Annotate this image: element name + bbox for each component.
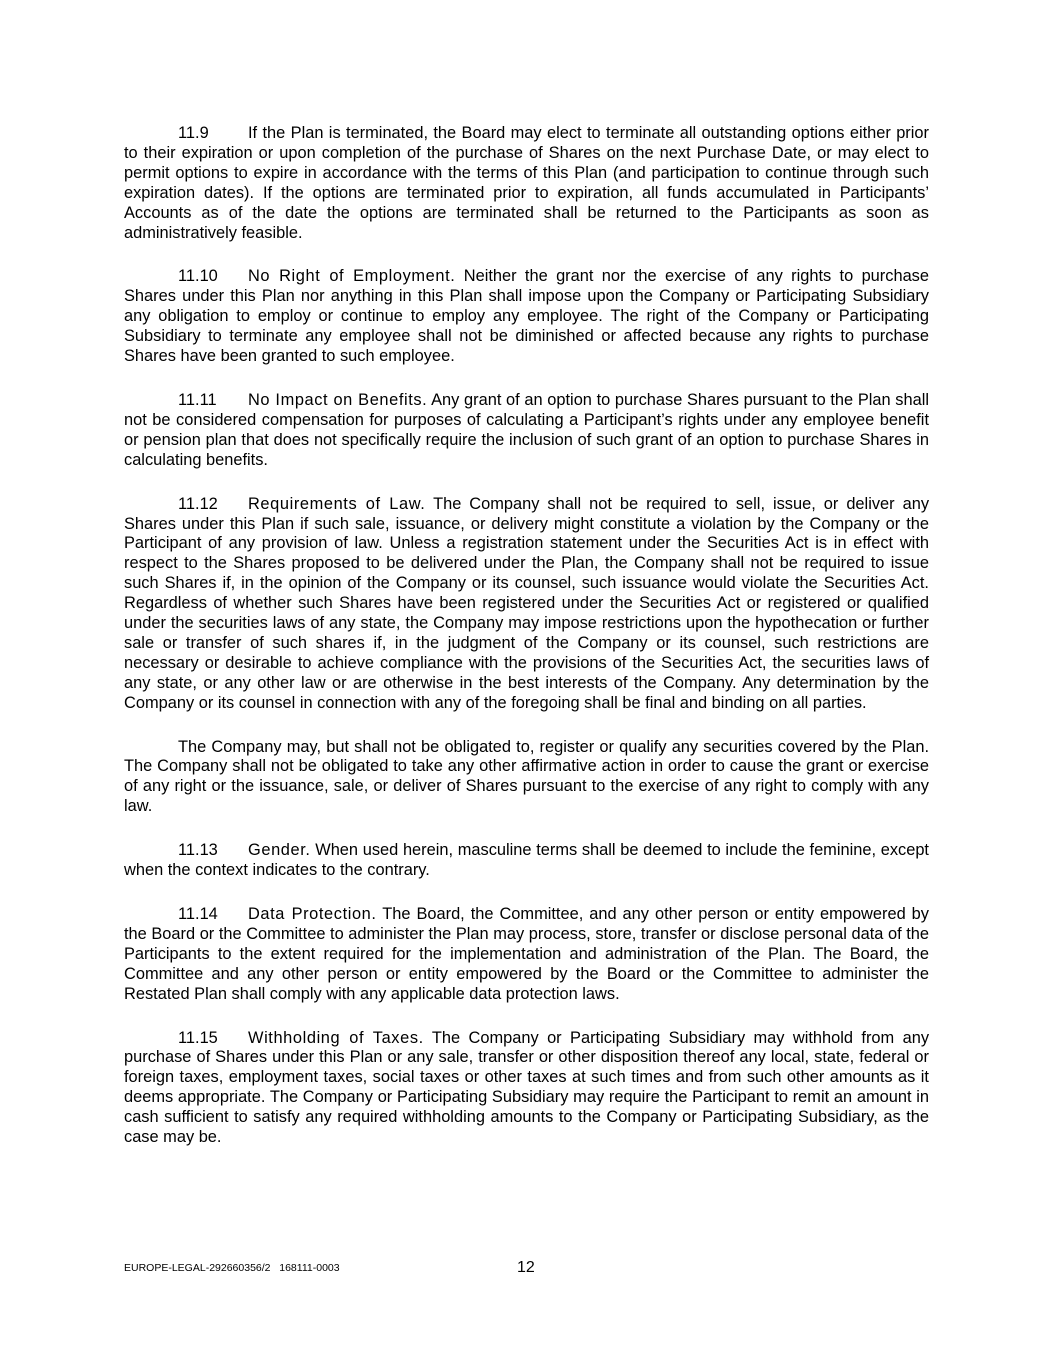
- section-11-11: [124, 391, 929, 471]
- section-text: If the Plan is terminated, the Board may elect to terminate all outstanding options either prior to their expiration or upon completion of the purchase of Shares on the next Purchase Date, or may elect to permit options to expire in accordance with the terms of this Plan (and participation to continue through such expiration dates). If the options are terminated prior to expiration, all funds accumulated in Participants’ Accounts as of the date the options are terminated shall be returned to the Participants as soon as administratively feasible.: [124, 124, 929, 242]
- section-text: Any grant of an option to purchase Shares pursuant to the Plan shall not be considered compensation for purposes of calculating a Participant’s rights under any employee benefit or pension plan that does not specifically require the inclusion of such grant of an option to purchase Shares in calculating benefits.: [124, 390, 930, 469]
- section-title: No Impact on Benefits.: [248, 390, 428, 409]
- section-title: Withholding of Taxes.: [248, 1028, 424, 1047]
- section-title: Data Protection.: [248, 905, 377, 923]
- section-11-9: [124, 124, 929, 243]
- section-number: 11.12: [178, 494, 218, 513]
- section-text: Neither the grant nor the exercise of any rights to purchase Shares under this Plan nor anything in this Plan shall impose upon the Company or Participating Subsidiary any obligation to employ or continue to employ any employee. The right of the Company or Participating Subsidiary to terminate any employee shall not be diminished or affected because any rights to purchase Shares have been granted to such employee.: [124, 267, 929, 366]
- section-title: Gender.: [248, 841, 311, 860]
- section-title: Requirements of Law.: [248, 494, 426, 513]
- document-body: [124, 124, 929, 1172]
- section-title: No Right of Employment.: [248, 267, 456, 286]
- section-number: 11.9: [178, 124, 209, 142]
- section-11-15: [124, 1029, 929, 1148]
- section-number: 11.15: [178, 1028, 218, 1047]
- section-text: The Company or Participating Subsidiary may withhold from any purchase of Shares under this Plan or any sale, transfer or other disposition thereof any local, state, federal or foreign taxes, employment taxes, social taxes or other taxes at such times and from such other amounts as it deems appropriate. The Company or Participating Subsidiary may require the Participant to remit an amount in cash sufficient to satisfy any required withholding amounts to the Company or Participating Subsidiary, as the case may be.: [124, 1028, 930, 1147]
- section-number: 11.13: [178, 841, 218, 860]
- footer-document-id: EUROPE-LEGAL-292660356/2 168111-0003: [124, 1262, 340, 1274]
- section-11-14: [124, 905, 929, 1005]
- section-number: 11.14: [178, 905, 218, 923]
- section-text: The Company shall not be required to sell, issue, or deliver any Shares under this Plan if such sale, issuance, or delivery might constitute a violation by the Company or the Participant of any provision of law. Unless a registration statement under the Securities Act is in effect with respect to the Shares proposed to be delivered under the Plan, the Company shall not be required to issue such Shares if, in the opinion of the Company or its counsel, such issuance would violate the Securities Act. Regardless of whether such Shares have been registered under the Securities Act or registered or qualified under the securities laws of any state, the Company may impose restrictions upon the hypothecation or further sale or transfer of such shares if, in the judgment of the Company or its counsel, such restrictions are necessary or desirable to achieve compliance with the provisions of the Securities Act, the securities laws of any state, or any other law or are otherwise in the best interests of the Company. Any determination by the Company or its counsel in connection with any of the foregoing shall be final and binding on all parties.: [124, 494, 930, 712]
- section-11-13: [124, 841, 929, 881]
- section-text: The Company may, but shall not be obligated to, register or qualify any securities covered by the Plan. The Company shall not be obligated to take any other affirmative action in order to cause the grant or exercise of any right or the issuance, sale, or deliver of Shares pursuant to the exercise of any right to comply with any law.: [124, 737, 929, 816]
- section-number: 11.10: [178, 267, 218, 286]
- section-number: 11.11: [178, 390, 217, 409]
- section-11-12: [124, 495, 929, 714]
- page-number: 12: [517, 1259, 535, 1276]
- section-text: The Board, the Committee, and any other person or entity empowered by the Board or the Committee to administer the Plan may process, store, transfer or disclose personal data of the Participants to the extent required for the implementation and administration of the Plan. The Board, the Committee and any other person or entity empowered by the Board or the Committee to administer the Restated Plan shall comply with any applicable data protection laws.: [124, 905, 929, 1003]
- section-11-12-continued: [124, 738, 929, 818]
- section-11-10: [124, 267, 929, 367]
- section-text: When used herein, masculine terms shall be deemed to include the feminine, except when the context indicates to the contrary.: [124, 841, 929, 880]
